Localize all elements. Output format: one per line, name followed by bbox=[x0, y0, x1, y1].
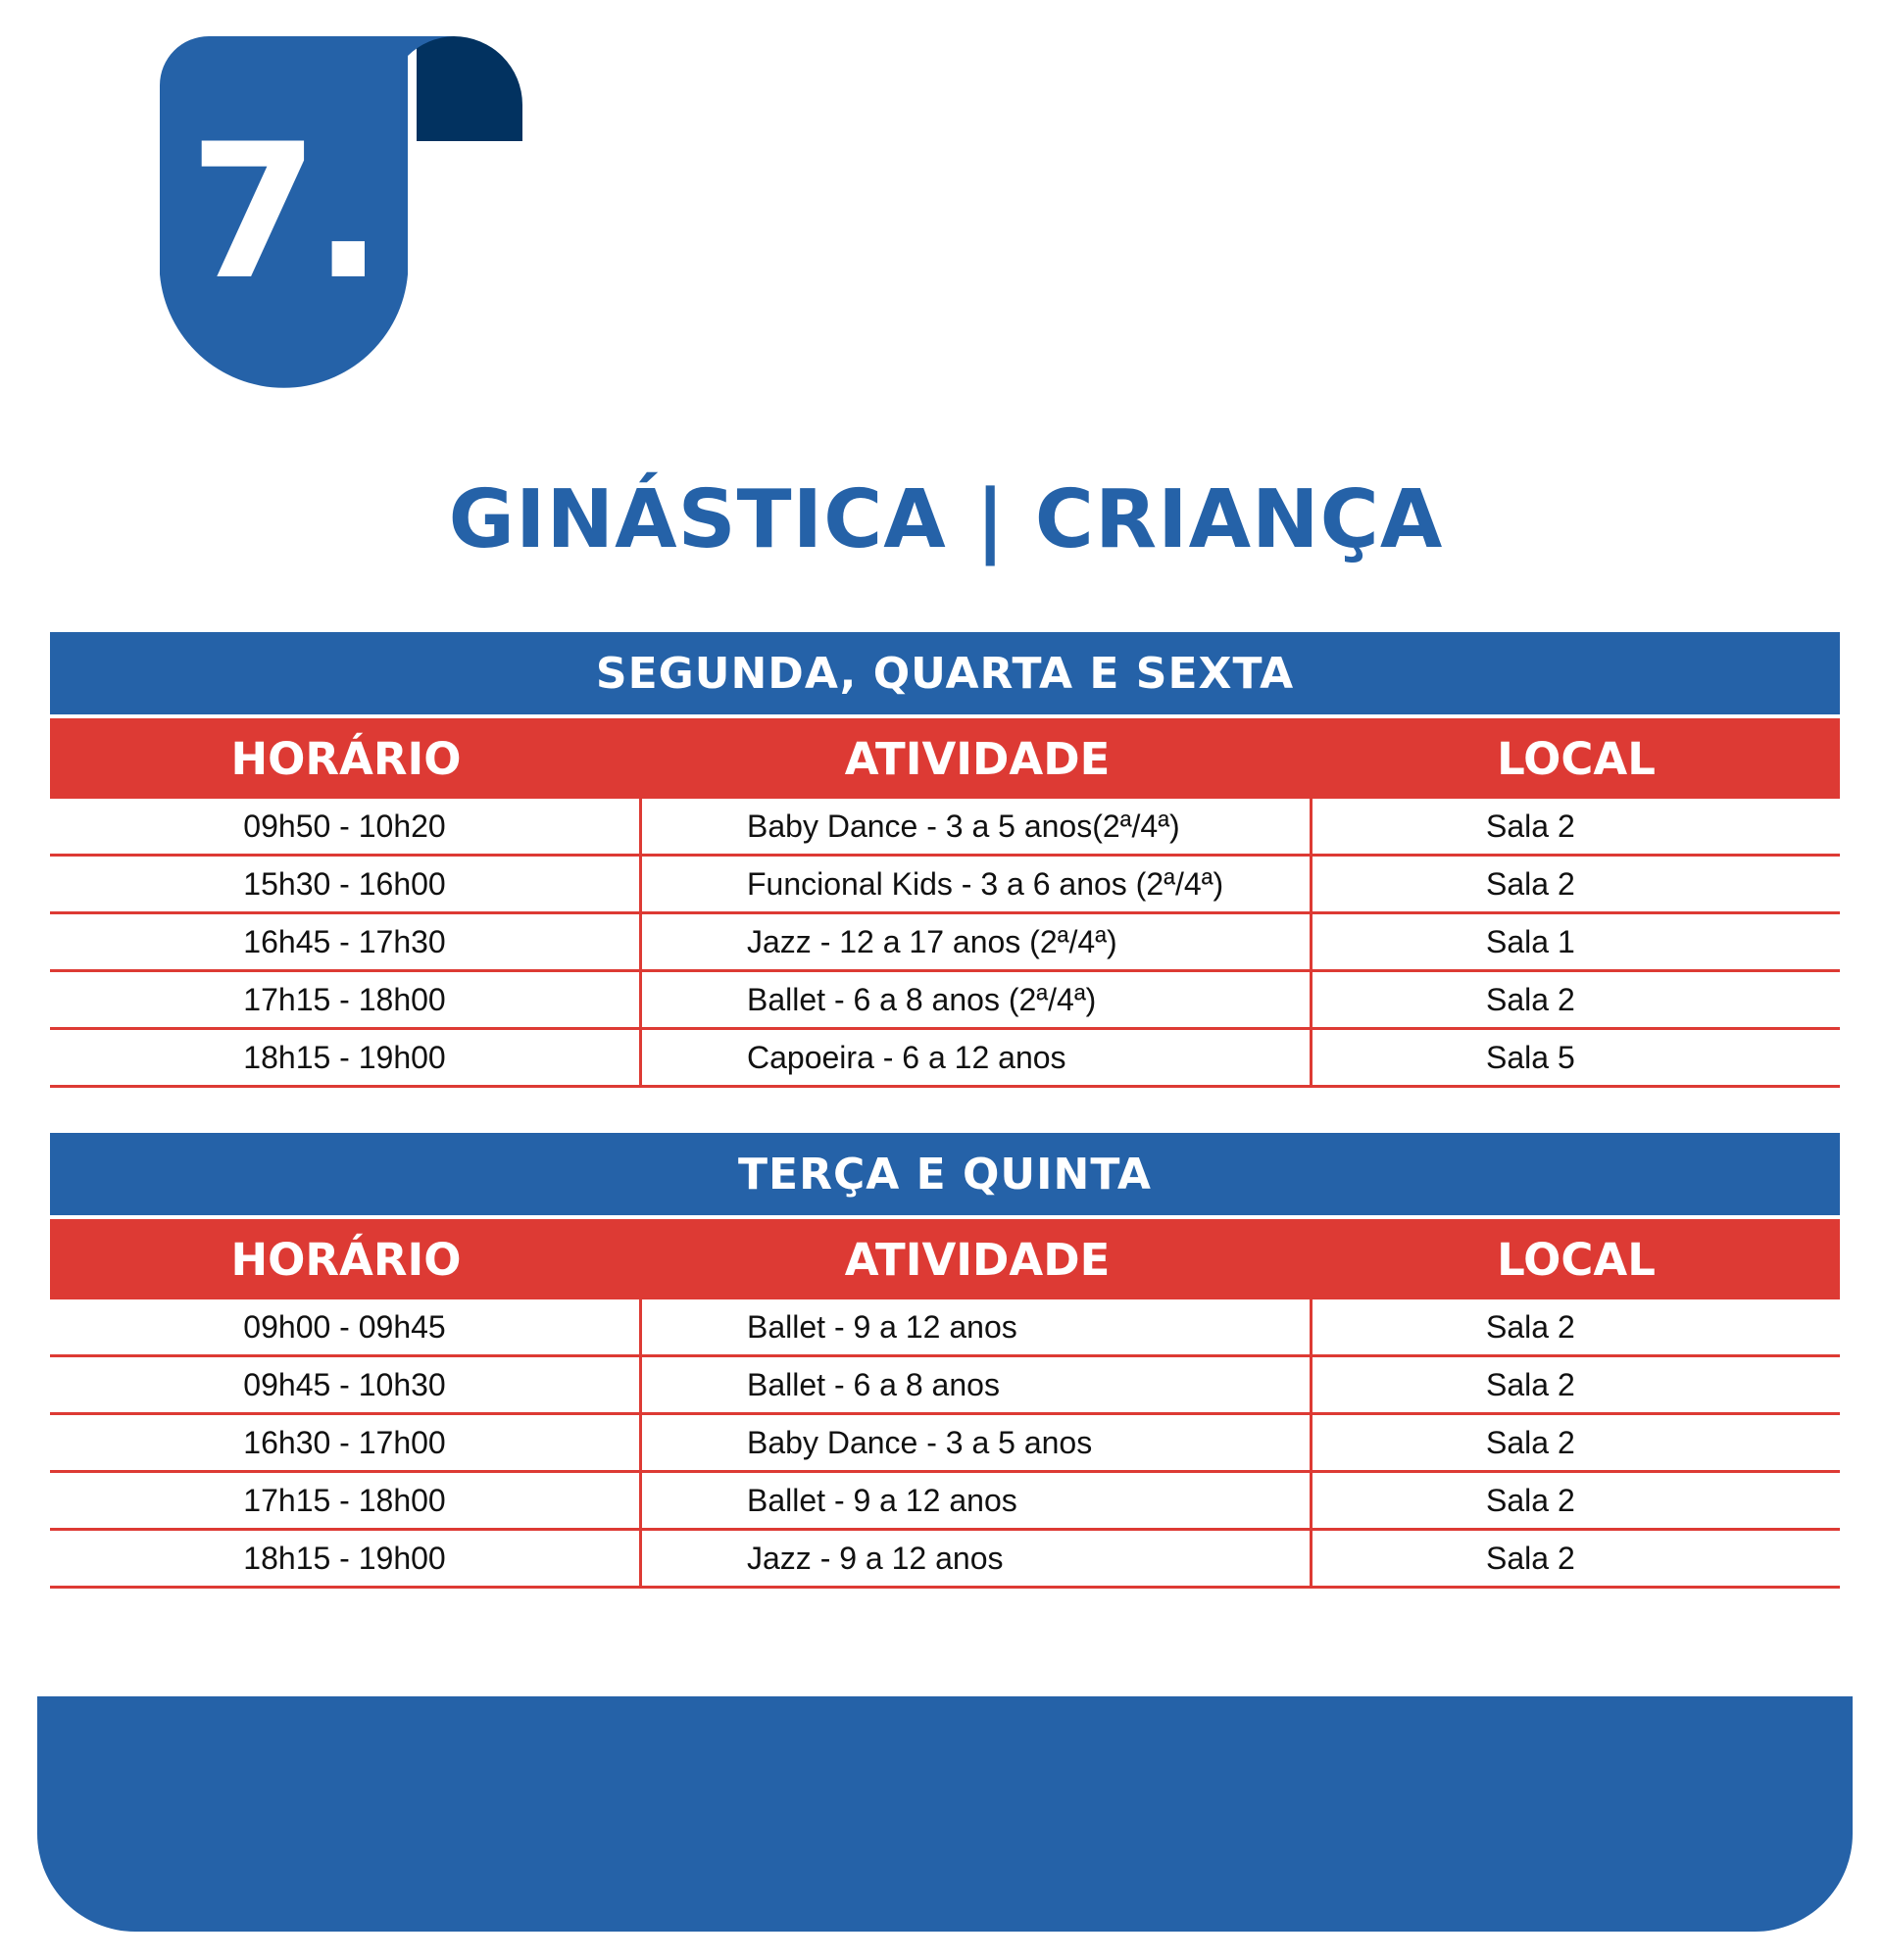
table-row bbox=[50, 1415, 1840, 1473]
room-cell: Sala 2 bbox=[1486, 1482, 1575, 1518]
column-header-atividade: ATIVIDADE bbox=[844, 1233, 1111, 1286]
time-cell: 18h15 - 19h00 bbox=[50, 1030, 642, 1085]
table-row bbox=[50, 914, 1840, 972]
table-row bbox=[50, 799, 1840, 857]
badge-number: 7. bbox=[189, 104, 378, 320]
activity-cell: Funcional Kids - 3 a 6 anos (2ª/4ª) bbox=[642, 857, 1312, 911]
activity-cell: Jazz - 12 a 17 anos (2ª/4ª) bbox=[642, 914, 1312, 969]
activity-cell: Jazz - 9 a 12 anos bbox=[642, 1531, 1312, 1586]
activity-cell: Ballet - 6 a 8 anos bbox=[642, 1357, 1312, 1412]
schedule-table-mon-wed-fri bbox=[50, 632, 1840, 1088]
section-number-badge bbox=[160, 36, 522, 399]
time-cell: 16h30 - 17h00 bbox=[50, 1415, 642, 1470]
table-row bbox=[50, 972, 1840, 1030]
time-cell: 09h50 - 10h20 bbox=[50, 799, 642, 854]
activity-cell: Capoeira - 6 a 12 anos bbox=[642, 1030, 1312, 1085]
time-cell: 17h15 - 18h00 bbox=[50, 972, 642, 1027]
room-cell: Sala 1 bbox=[1486, 923, 1575, 959]
activity-cell: Ballet - 9 a 12 anos bbox=[642, 1473, 1312, 1528]
activity-cell: Baby Dance - 3 a 5 anos(2ª/4ª) bbox=[642, 799, 1312, 854]
room-cell: Sala 2 bbox=[1486, 1540, 1575, 1576]
room-cell: Sala 2 bbox=[1486, 1366, 1575, 1402]
column-header-atividade: ATIVIDADE bbox=[844, 732, 1111, 785]
table-row bbox=[50, 1030, 1840, 1088]
time-cell: 17h15 - 18h00 bbox=[50, 1473, 642, 1528]
room-cell: Sala 2 bbox=[1486, 1308, 1575, 1345]
day-header: SEGUNDA, QUARTA E SEXTA bbox=[50, 632, 1840, 714]
room-cell: Sala 2 bbox=[1486, 808, 1575, 844]
footer-band bbox=[37, 1696, 1853, 1932]
activity-cell: Ballet - 9 a 12 anos bbox=[642, 1299, 1312, 1354]
column-header-local: LOCAL bbox=[1497, 732, 1656, 785]
time-cell: 16h45 - 17h30 bbox=[50, 914, 642, 969]
time-cell: 18h15 - 19h00 bbox=[50, 1531, 642, 1586]
room-cell: Sala 2 bbox=[1486, 981, 1575, 1017]
schedule-table-tue-thu bbox=[50, 1133, 1840, 1589]
activity-cell: Baby Dance - 3 a 5 anos bbox=[642, 1415, 1312, 1470]
table-row bbox=[50, 1357, 1840, 1415]
activity-cell: Ballet - 6 a 8 anos (2ª/4ª) bbox=[642, 972, 1312, 1027]
time-cell: 09h45 - 10h30 bbox=[50, 1357, 642, 1412]
room-cell: Sala 2 bbox=[1486, 1424, 1575, 1460]
table-row bbox=[50, 1299, 1840, 1357]
column-header-row bbox=[50, 718, 1840, 799]
day-header: TERÇA E QUINTA bbox=[50, 1133, 1840, 1215]
column-header-local: LOCAL bbox=[1497, 1233, 1656, 1286]
column-header-row bbox=[50, 1219, 1840, 1299]
column-header-horario: HORÁRIO bbox=[230, 1233, 462, 1286]
table-row bbox=[50, 1531, 1840, 1589]
column-header-horario: HORÁRIO bbox=[230, 732, 462, 785]
time-cell: 09h00 - 09h45 bbox=[50, 1299, 642, 1354]
table-row bbox=[50, 1473, 1840, 1531]
time-cell: 15h30 - 16h00 bbox=[50, 857, 642, 911]
table-row bbox=[50, 857, 1840, 914]
room-cell: Sala 5 bbox=[1486, 1039, 1575, 1075]
page-title: GINÁSTICA | CRIANÇA bbox=[448, 473, 1444, 566]
room-cell: Sala 2 bbox=[1486, 865, 1575, 902]
